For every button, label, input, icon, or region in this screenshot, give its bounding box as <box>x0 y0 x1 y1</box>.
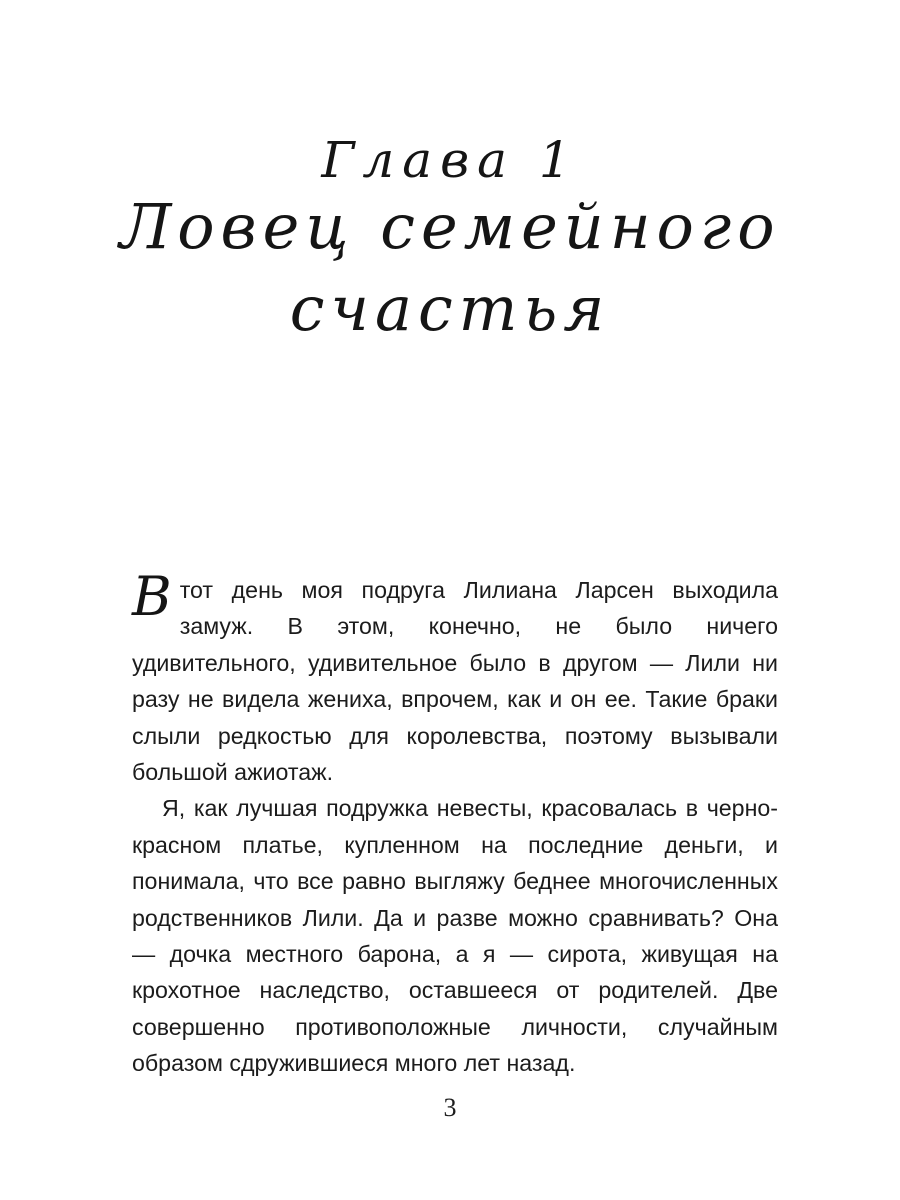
chapter-body <box>132 565 778 1082</box>
drop-cap: В <box>132 565 172 628</box>
paragraph-2-text: Я, как лучшая подружка невесты, красовалась в черно-красном платье, купленном на последние деньги, и понимала, что все равно выгляжу беднее многочисленных родственников Лили. Да и разве можно сравнивать? Она — дочка местного барона, а я — сирота, живущая на крохотное наследство, оставшееся от родителей. Две совершенно противоположные личности, случайным образом сдружившиеся много лет назад. <box>132 795 778 1077</box>
paragraph-first <box>132 565 778 790</box>
chapter-title: Ловец семейного счастья <box>119 190 781 345</box>
paragraph-1-text: тот день моя подруга Лилиана Ларсен выходила замуж. В этом, конечно, не было ничего удивительного, удивительное было в другом — Лили ни разу не видела жениха, впрочем, как и он ее. Такие браки слыли редкостью для королевства, поэтому вызывали большой ажиотаж. <box>132 577 778 786</box>
page-number: 3 <box>443 1093 457 1122</box>
chapter-label: Глава 1 <box>321 131 579 189</box>
